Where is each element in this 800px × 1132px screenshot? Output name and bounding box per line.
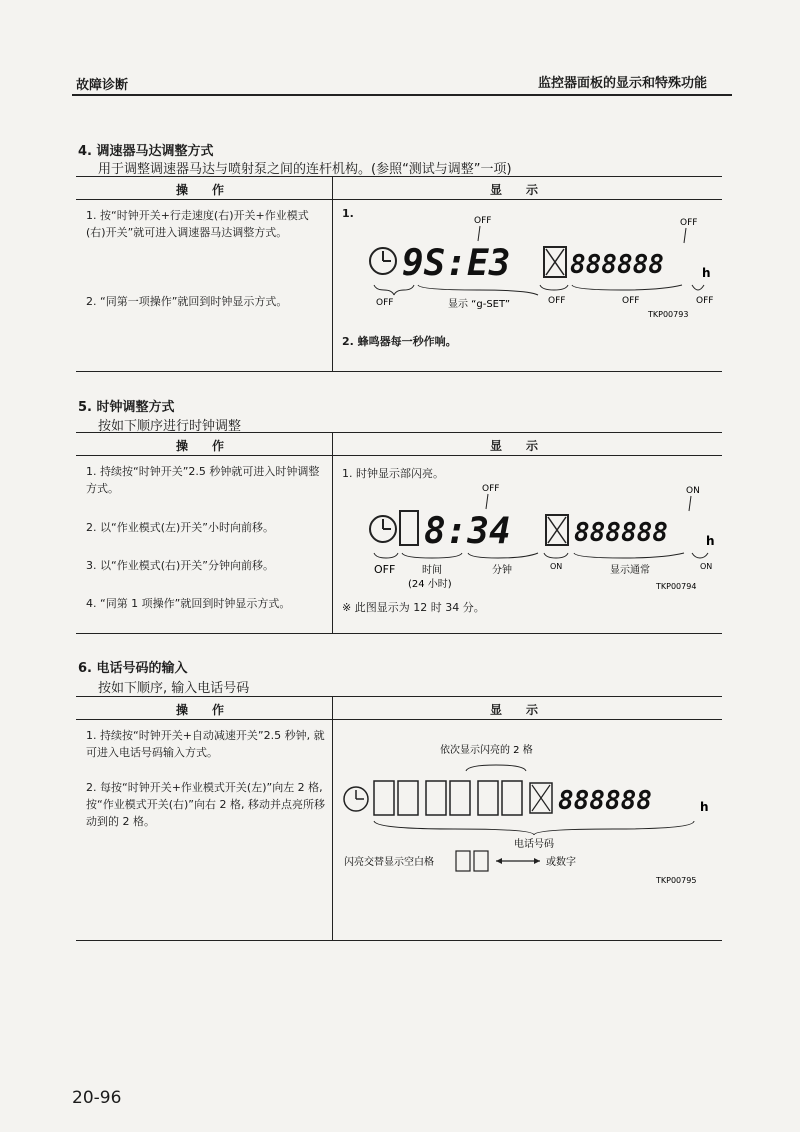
- label-minute: 分钟: [492, 565, 512, 576]
- label-phone-number: 电话号码: [514, 839, 554, 850]
- clock-icon: [370, 516, 396, 542]
- header-right: 监控器面板的显示和特殊功能: [538, 76, 708, 91]
- label-blink-two: 依次显示闪亮的 2 格: [440, 745, 533, 756]
- header-left: 故障诊断: [76, 78, 129, 93]
- blank-digit: [400, 511, 418, 545]
- op-step-2: 2. 以“作业模式(左)开关”小时向前移。: [86, 521, 274, 534]
- col-display: 显示: [490, 703, 563, 717]
- figure-id-2: TKP00794: [656, 582, 697, 591]
- section-5-title: 5. 时钟调整方式: [78, 400, 175, 415]
- section-4-title: 4. 调速器马达调整方式: [78, 144, 214, 159]
- label-off-bottom-4: OFF: [696, 296, 714, 306]
- label-off-top: OFF: [482, 484, 500, 494]
- column-divider: [332, 177, 333, 371]
- page-number: 20-96: [72, 1088, 122, 1108]
- figure-id-1: TKP00793: [648, 310, 689, 319]
- section-6-table: [76, 696, 722, 941]
- op-step-2: 2. 每按“时钟开关+作业模式开关(左)”向左 2 格, 按“作业模式开关(右)”向右 2 格, 移动并点亮所移动到的 2 格。: [86, 781, 325, 828]
- label-off-bottom-3: OFF: [622, 296, 640, 306]
- label-on-bottom-1: ON: [550, 562, 563, 571]
- lcd-diagram-3: [338, 737, 718, 887]
- unit-label: h: [706, 534, 715, 548]
- table-header-row: [76, 697, 722, 720]
- lcd-diagram-2: [338, 481, 718, 593]
- section-6-subtitle: 按如下顺序, 输入电话号码: [98, 681, 250, 696]
- section-4-table: [76, 176, 722, 372]
- column-divider: [332, 697, 333, 940]
- col-operation: 操作: [176, 703, 249, 717]
- clock-icon: [370, 248, 396, 274]
- label-on-top: ON: [686, 486, 700, 496]
- op-step-2: 2. “同第一项操作”就回到时钟显示方式。: [86, 295, 288, 308]
- unit-label: h: [700, 800, 709, 814]
- col-operation: 操作: [176, 183, 249, 197]
- label-alternating: 闪亮交替显示空白格: [344, 857, 434, 868]
- small-blank-digits: [456, 851, 488, 871]
- unit-label: h: [702, 266, 711, 280]
- col-display: 显示: [490, 183, 563, 197]
- lcd-main-digits: 8:34: [424, 511, 511, 552]
- blank-digit-group: [374, 781, 522, 815]
- op-step-1: 1. 持续按“时钟开关”2.5 秒钟就可进入时钟调整方式。: [86, 465, 320, 495]
- op-step-1: 1. 按“时钟开关+行走速度(右)开关+作业模式(右)开关”就可进入调速器马达调整方式。: [86, 209, 309, 239]
- disp-note: ※ 此图显示为 12 时 34 分。: [342, 601, 485, 614]
- table-header-row: [76, 433, 722, 456]
- lcd-right-digits: 888888: [570, 250, 664, 280]
- section-6-title: 6. 电话号码的输入: [78, 661, 188, 676]
- label-on-bottom-2: ON: [700, 562, 713, 571]
- hourglass-icon: [544, 247, 566, 277]
- column-divider: [332, 433, 333, 633]
- label-off-bottom-1: OFF: [376, 298, 394, 308]
- clock-icon: [344, 787, 368, 811]
- lcd-diagram-1: [338, 213, 718, 323]
- label-g-set: 显示 “g-SET”: [448, 299, 511, 310]
- label-off-bottom: OFF: [374, 563, 396, 576]
- figure-id-3: TKP00795: [656, 876, 697, 885]
- op-step-1: 1. 持续按“时钟开关+自动减速开关”2.5 秒钟, 就可进入电话号码输入方式。: [86, 729, 325, 759]
- hourglass-icon: [546, 515, 568, 545]
- op-step-3: 3. 以“作业模式(右)开关”分钟向前移。: [86, 559, 274, 572]
- lcd-right-digits: 888888: [558, 786, 652, 816]
- header-rule: [72, 94, 732, 96]
- label-24h: (24 小时): [408, 579, 452, 590]
- lcd-right-digits: 888888: [574, 518, 668, 548]
- section-5-subtitle: 按如下顺序进行时钟调整: [98, 419, 242, 434]
- section-4-subtitle: 用于调整调速器马达与喷射泵之间的连杆机构。(参照“测试与调整”一项): [98, 162, 512, 177]
- label-off-bottom-2: OFF: [548, 296, 566, 306]
- col-operation: 操作: [176, 439, 249, 453]
- op-step-4: 4. “同第 1 项操作”就回到时钟显示方式。: [86, 597, 291, 610]
- label-normal-display: 显示通常: [610, 565, 650, 576]
- lcd-main-digits: 9S:E3: [402, 243, 511, 284]
- label-or-digits: 或数字: [546, 857, 576, 868]
- disp-number: 1.: [342, 207, 354, 220]
- col-display: 显示: [490, 439, 563, 453]
- label-hour: 时间: [422, 565, 442, 576]
- section-5-table: [76, 432, 722, 634]
- disp-step-1: 1. 时钟显示部闪亮。: [342, 467, 444, 480]
- disp-note: 2. 蜂鸣器每一秒作响。: [342, 335, 457, 348]
- table-header-row: [76, 177, 722, 200]
- label-off-top-1: OFF: [474, 216, 492, 226]
- hourglass-icon: [530, 783, 552, 813]
- label-off-top-2: OFF: [680, 218, 698, 228]
